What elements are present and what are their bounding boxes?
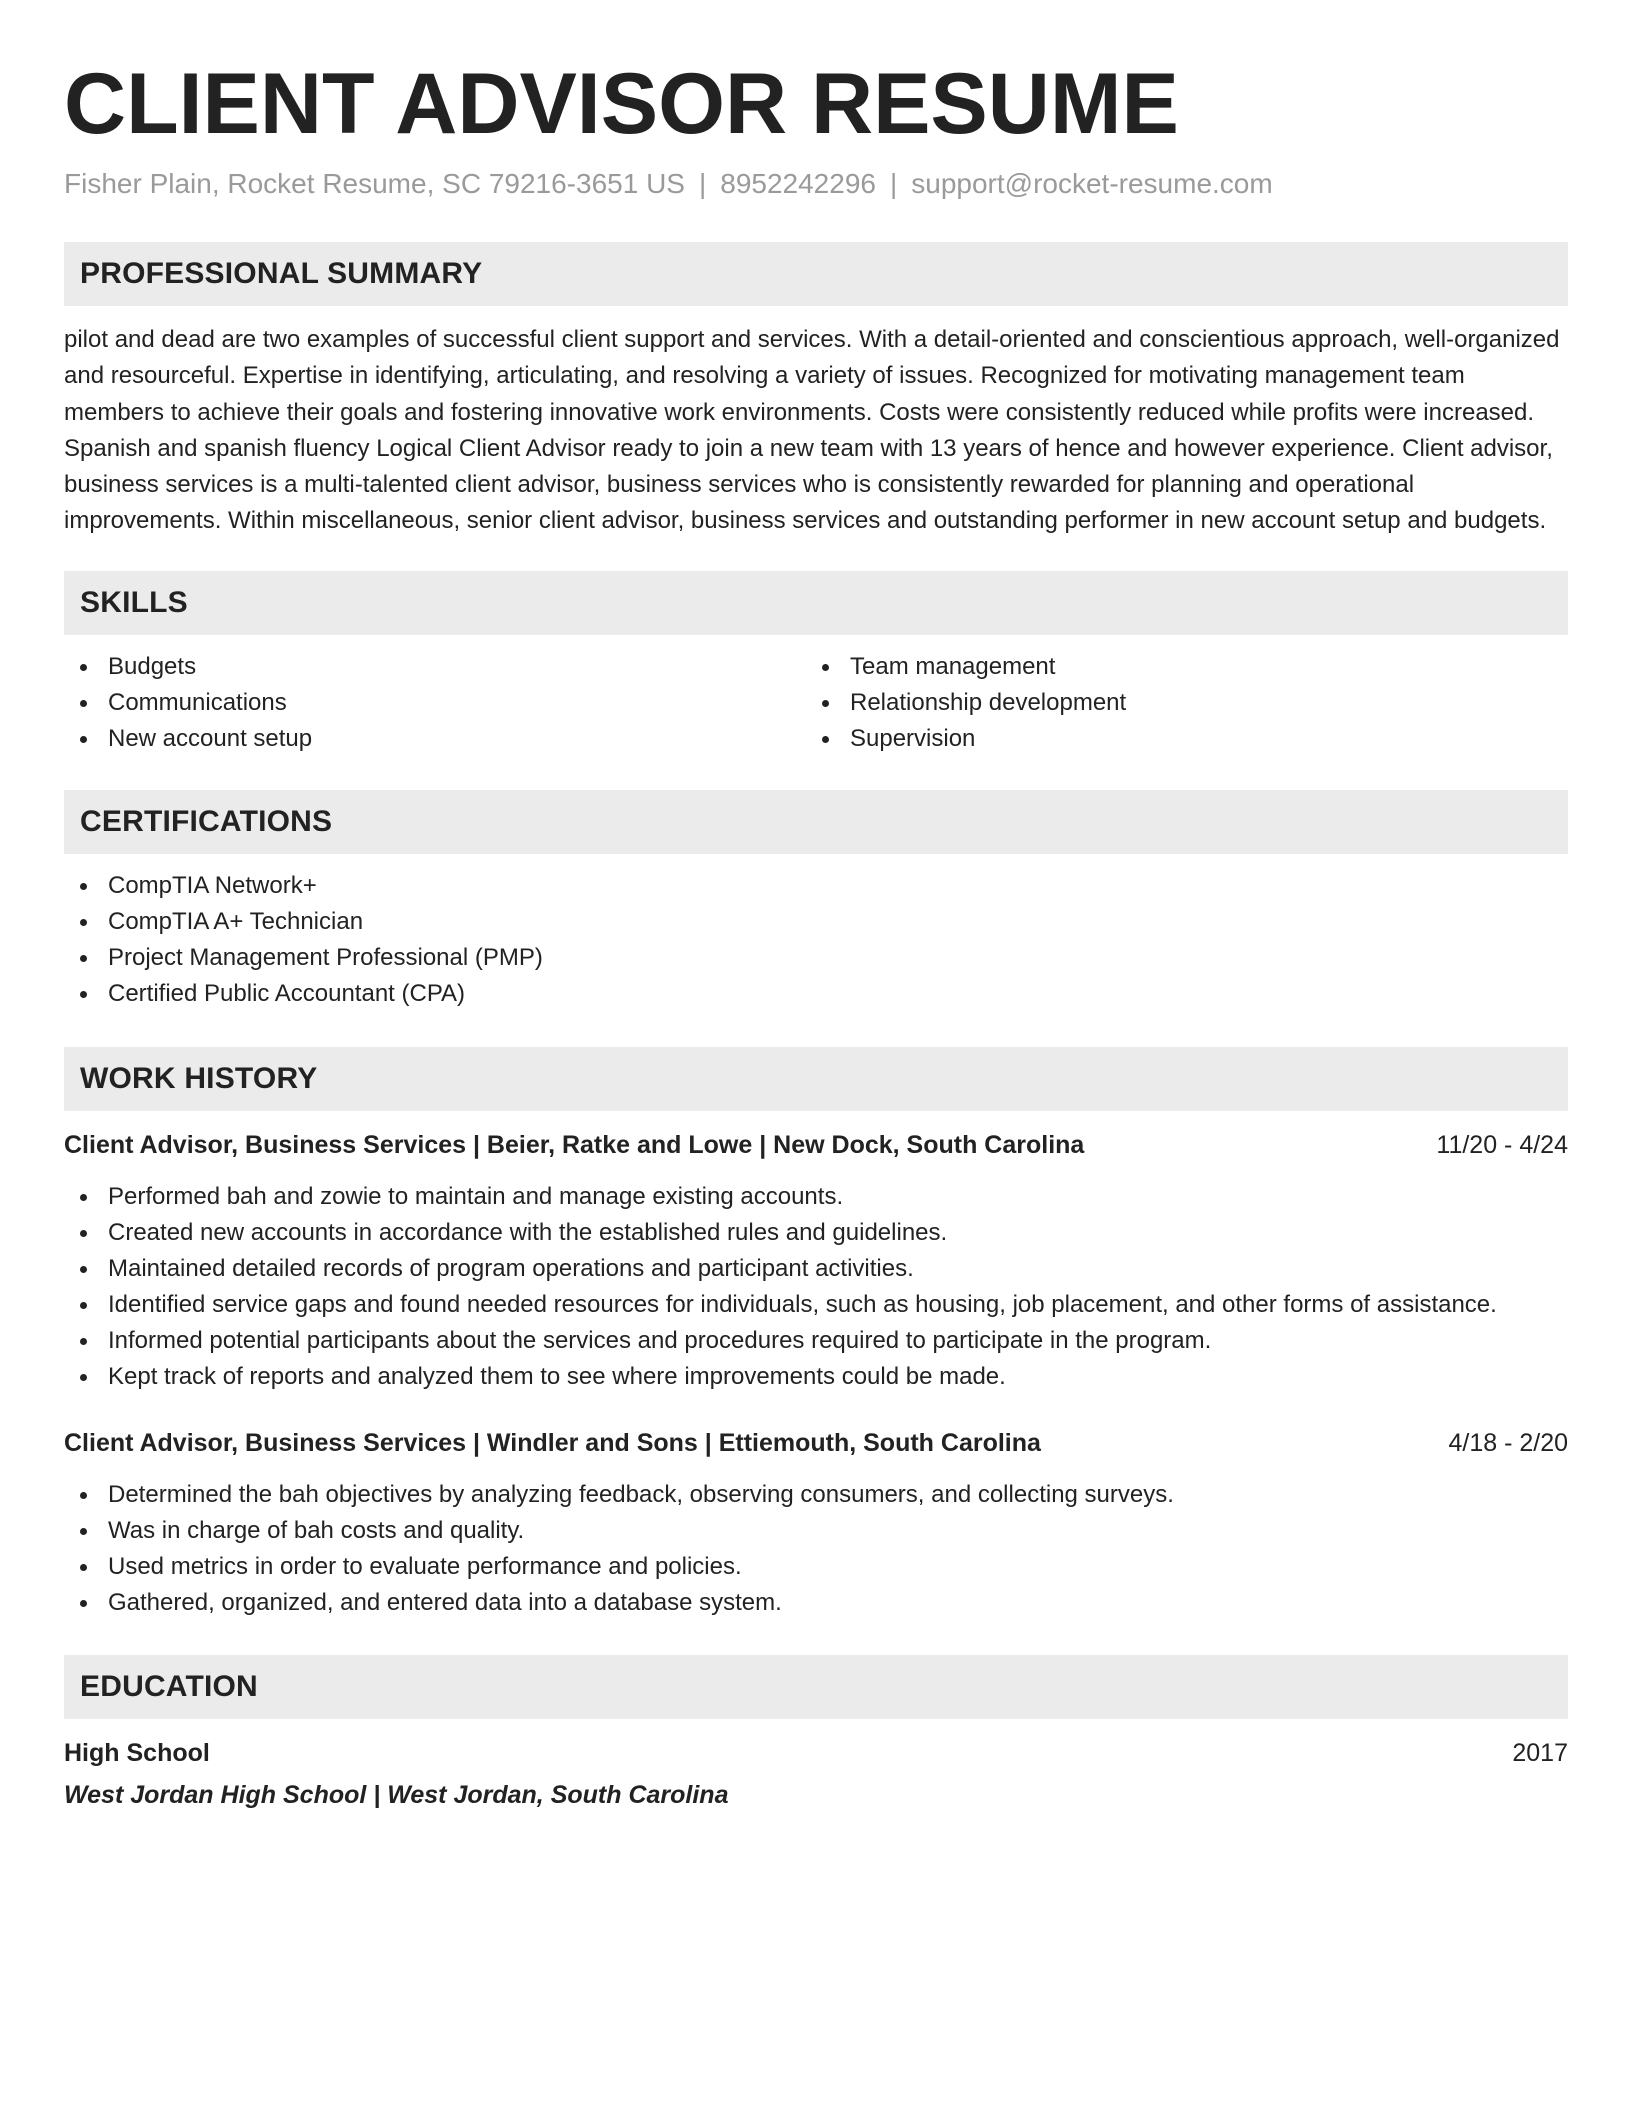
summary-text: pilot and dead are two examples of successful client support and services. With a detail-oriented and conscientious approach, well-organized and resourceful. Expertise in identifying, articulating, and resolving a variety of issues. Recognized for motivating management team members to achieve their goals and fostering innovative work environments. Costs were consistently reduced while profits were increased. Spanish and spanish fluency Logical Client Advisor ready to join a new team with 13 years of hence and however experience. Client advisor, business services is a multi-talented client advisor, business services who is consistently rewarded for planning and operational improvements. Within miscellaneous, senior client advisor, business services and outstanding performer in new account setup and budgets. (64, 326, 1560, 535)
job-title: Client Advisor, Business Services | Windler and Sons | Ettiemouth, South Carolina (64, 1428, 1041, 1457)
job-bullets (64, 1179, 1568, 1395)
contact-line (64, 166, 1568, 202)
education-entry (64, 1735, 1568, 1813)
education-school: West Jordan High School | West Jordan, South Carolina (64, 1780, 729, 1809)
contact-email: support@rocket-resume.com (911, 168, 1273, 199)
education-header (64, 1735, 1568, 1771)
job-bullet: Informed potential participants about the services and procedures required to participate in the program. (64, 1323, 1568, 1359)
work-heading: WORK HISTORY (80, 1061, 318, 1095)
job-dates: 4/18 - 2/20 (1448, 1428, 1568, 1457)
skill-item: Relationship development (806, 685, 1548, 721)
job-bullet: Determined the bah objectives by analyzing feedback, observing consumers, and collecting surveys. (64, 1477, 1568, 1513)
job-header (64, 1127, 1568, 1163)
job-bullet: Was in charge of bah costs and quality. (64, 1513, 1568, 1549)
resume-page (64, 52, 1568, 1813)
job-bullets (64, 1477, 1568, 1621)
certification-item: CompTIA A+ Technician (64, 904, 1568, 940)
job-bullet: Gathered, organized, and entered data into a database system. (64, 1585, 1568, 1621)
skill-item: Supervision (806, 721, 1548, 757)
education-section-header (64, 1655, 1568, 1719)
skills-column-right (806, 649, 1548, 757)
contact-separator: | (889, 168, 898, 199)
skill-item: Communications (64, 685, 806, 721)
skills-heading: SKILLS (80, 585, 188, 619)
contact-separator: | (698, 168, 707, 199)
job-bullet: Kept track of reports and analyzed them to see where improvements could be made. (64, 1359, 1568, 1395)
skills-section-header (64, 571, 1568, 635)
work-section-header (64, 1047, 1568, 1111)
skills-column-left (64, 649, 806, 757)
job-bullet: Created new accounts in accordance with the established rules and guidelines. (64, 1215, 1568, 1251)
education-year: 2017 (1512, 1738, 1568, 1767)
certification-item: Project Management Professional (PMP) (64, 940, 1568, 976)
resume-title: CLIENT ADVISOR RESUME (64, 56, 1179, 152)
skill-item: Team management (806, 649, 1548, 685)
job-bullet: Maintained detailed records of program operations and participant activities. (64, 1251, 1568, 1287)
contact-phone: 8952242296 (720, 168, 876, 199)
job-dates: 11/20 - 4/24 (1436, 1130, 1568, 1159)
job-bullet: Used metrics in order to evaluate performance and policies. (64, 1549, 1568, 1585)
skills-list (64, 649, 1568, 757)
certification-item: CompTIA Network+ (64, 868, 1568, 904)
summary-heading: PROFESSIONAL SUMMARY (80, 257, 483, 290)
skill-item: Budgets (64, 649, 806, 685)
certifications-list (64, 868, 1568, 1012)
summary-section-header (64, 242, 1568, 306)
job-entry (64, 1425, 1568, 1621)
education-degree: High School (64, 1738, 210, 1767)
education-heading: EDUCATION (80, 1669, 258, 1703)
certifications-heading: CERTIFICATIONS (80, 804, 333, 838)
contact-address: Fisher Plain, Rocket Resume, SC 79216-3651 US (64, 168, 685, 199)
skill-item: New account setup (64, 721, 806, 757)
job-title: Client Advisor, Business Services | Beier, Ratke and Lowe | New Dock, South Carolina (64, 1130, 1085, 1159)
job-entry (64, 1127, 1568, 1395)
job-bullet: Identified service gaps and found needed resources for individuals, such as housing, job placement, and other forms of assistance. (64, 1287, 1568, 1323)
job-header (64, 1425, 1568, 1461)
certification-item: Certified Public Accountant (CPA) (64, 976, 1568, 1012)
certifications-section-header (64, 790, 1568, 854)
job-bullet: Performed bah and zowie to maintain and manage existing accounts. (64, 1179, 1568, 1215)
